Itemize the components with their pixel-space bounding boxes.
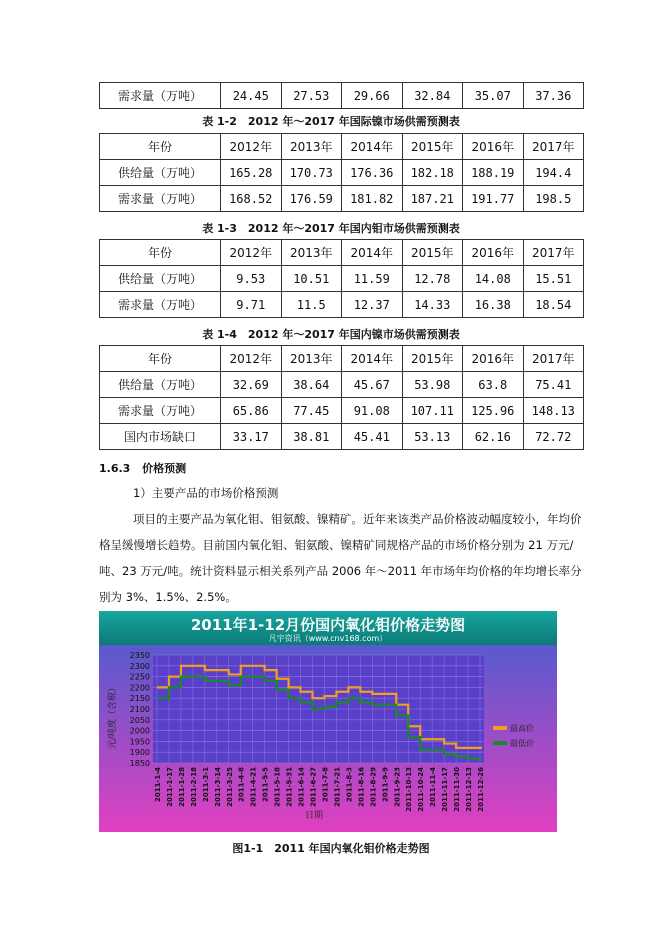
table-row xyxy=(100,240,584,266)
row-label-cell: 供给量（万吨） xyxy=(100,160,221,186)
x-tick-label: 2011-4-8 xyxy=(237,767,246,803)
value-cell: 2012年 xyxy=(221,134,282,160)
x-tick-label: 2011-9-9 xyxy=(381,767,390,803)
table-row xyxy=(100,186,584,212)
x-tick-label: 2011-1-17 xyxy=(165,767,174,807)
table-caption-3: 表 1-3 2012 年～2017 年国内钼市场供需预测表 xyxy=(202,222,460,235)
value-cell: 91.08 xyxy=(342,398,403,424)
table-row xyxy=(100,83,584,109)
value-cell: 32.69 xyxy=(221,372,282,398)
row-label-cell: 需求量（万吨） xyxy=(100,292,221,318)
value-cell: 191.77 xyxy=(463,186,524,212)
value-cell: 14.08 xyxy=(463,266,524,292)
value-cell: 35.07 xyxy=(463,83,524,109)
x-tick-label: 2011-4-21 xyxy=(249,767,258,807)
value-cell: 2014年 xyxy=(342,346,403,372)
section-number: 1.6.3 xyxy=(99,462,131,475)
value-cell: 12.78 xyxy=(402,266,463,292)
chart-title: 2011年1-12月份国内氧化钼价格走势图 xyxy=(190,616,466,634)
table-row xyxy=(100,372,584,398)
row-label-cell: 年份 xyxy=(100,346,221,372)
chart-subtitle: 凡宇资讯（www.cnv168.com） xyxy=(268,634,388,643)
x-tick-label: 2011-7-21 xyxy=(333,767,342,807)
table1-body xyxy=(100,83,584,109)
y-tick-label: 2000 xyxy=(129,726,150,736)
y-tick-label: 1900 xyxy=(129,748,150,758)
value-cell: 165.28 xyxy=(221,160,282,186)
value-cell: 53.98 xyxy=(402,372,463,398)
table2-body xyxy=(100,134,584,212)
value-cell: 62.16 xyxy=(463,424,524,450)
value-cell: 107.11 xyxy=(402,398,463,424)
value-cell: 2015年 xyxy=(402,346,463,372)
x-tick-label: 2011-8-3 xyxy=(345,767,354,803)
x-tick-label: 2011-1-4 xyxy=(154,767,162,803)
x-tick-label: 2011-12-13 xyxy=(465,767,474,812)
table-row xyxy=(100,266,584,292)
table-global-nickel xyxy=(99,133,584,212)
value-cell: 11.59 xyxy=(342,266,403,292)
value-cell: 2012年 xyxy=(221,346,282,372)
x-tick-label: 2011-11-17 xyxy=(441,767,450,812)
table4-body xyxy=(100,346,584,450)
value-cell: 2013年 xyxy=(281,134,342,160)
value-cell: 2014年 xyxy=(342,134,403,160)
table-row xyxy=(100,292,584,318)
legend-label-high: 最高价 xyxy=(510,724,534,733)
value-cell: 16.38 xyxy=(463,292,524,318)
x-tick-label: 2011-11-4 xyxy=(429,767,438,807)
value-cell: 77.45 xyxy=(281,398,342,424)
legend-label-low: 最低价 xyxy=(510,739,534,748)
value-cell: 63.8 xyxy=(463,372,524,398)
y-tick-label: 2150 xyxy=(129,694,150,704)
value-cell: 148.13 xyxy=(523,398,584,424)
value-cell: 14.33 xyxy=(402,292,463,318)
y-tick-label: 2100 xyxy=(129,705,150,714)
x-tick-label: 2011-10-13 xyxy=(405,767,414,812)
row-label-cell: 供给量（万吨） xyxy=(100,372,221,398)
value-cell: 72.72 xyxy=(523,424,584,450)
value-cell: 181.82 xyxy=(342,186,403,212)
table-row xyxy=(100,134,584,160)
value-cell: 2017年 xyxy=(523,240,584,266)
row-label-cell: 供给量（万吨） xyxy=(100,266,221,292)
value-cell: 15.51 xyxy=(523,266,584,292)
row-label-cell: 需求量（万吨） xyxy=(100,186,221,212)
row-label-cell: 需求量（万吨） xyxy=(100,83,221,109)
x-tick-label: 2011-8-29 xyxy=(369,767,378,807)
table-row xyxy=(100,160,584,186)
value-cell: 11.5 xyxy=(281,292,342,318)
row-label-cell: 需求量（万吨） xyxy=(100,398,221,424)
x-tick-label: 2011-3-25 xyxy=(225,767,234,807)
value-cell: 176.59 xyxy=(281,186,342,212)
table-row xyxy=(100,424,584,450)
y-tick-label: 1950 xyxy=(129,737,150,747)
table-global-demand-partial xyxy=(99,82,584,109)
value-cell: 29.66 xyxy=(342,83,403,109)
value-cell: 9.71 xyxy=(221,292,282,318)
x-tick-label: 2011-5-5 xyxy=(261,767,270,803)
x-tick-label: 2011-10-24 xyxy=(417,767,426,812)
value-cell: 75.41 xyxy=(523,372,584,398)
value-cell: 2013年 xyxy=(281,240,342,266)
x-tick-label: 2011-1-28 xyxy=(177,767,186,807)
value-cell: 182.18 xyxy=(402,160,463,186)
x-tick-label: 2011-11-30 xyxy=(453,767,462,812)
value-cell: 38.81 xyxy=(281,424,342,450)
x-tick-label: 2011-8-16 xyxy=(357,767,366,807)
value-cell: 194.4 xyxy=(523,160,584,186)
row-label-cell: 国内市场缺口 xyxy=(100,424,221,450)
y-tick-label: 1850 xyxy=(129,759,150,768)
y-tick-label: 2300 xyxy=(129,661,150,671)
value-cell: 2016年 xyxy=(463,346,524,372)
chart-xlabel: 日期 xyxy=(304,811,324,821)
y-tick-label: 2250 xyxy=(129,672,150,682)
value-cell: 176.36 xyxy=(342,160,403,186)
legend-swatch-high xyxy=(493,726,507,730)
y-tick-label: 2200 xyxy=(129,683,150,693)
value-cell: 2012年 xyxy=(221,240,282,266)
row-label-cell: 年份 xyxy=(100,134,221,160)
x-tick-label: 2011-7-8 xyxy=(321,767,330,803)
value-cell: 2016年 xyxy=(463,240,524,266)
chart-ylabel: 元/吨度（含税） xyxy=(108,682,118,750)
value-cell: 65.86 xyxy=(221,398,282,424)
value-cell: 187.21 xyxy=(402,186,463,212)
table-domestic-nickel xyxy=(99,345,584,450)
row-label-cell: 年份 xyxy=(100,240,221,266)
value-cell: 45.67 xyxy=(342,372,403,398)
x-tick-label: 2011-12-26 xyxy=(477,767,485,812)
table3-body xyxy=(100,240,584,318)
value-cell: 168.52 xyxy=(221,186,282,212)
value-cell: 188.19 xyxy=(463,160,524,186)
value-cell: 10.51 xyxy=(281,266,342,292)
x-tick-label: 2011-6-14 xyxy=(297,767,306,807)
value-cell: 125.96 xyxy=(463,398,524,424)
value-cell: 2016年 xyxy=(463,134,524,160)
section-subtitle: 1）主要产品的市场价格预测 xyxy=(133,486,279,500)
value-cell: 12.37 xyxy=(342,292,403,318)
value-cell: 2017年 xyxy=(523,134,584,160)
price-trend-chart xyxy=(99,611,557,832)
figure-caption: 图1-1 2011 年国内氧化钼价格走势图 xyxy=(232,842,430,855)
table-caption-2: 表 1-2 2012 年～2017 年国际镍市场供需预测表 xyxy=(202,115,460,128)
value-cell: 53.13 xyxy=(402,424,463,450)
value-cell: 2013年 xyxy=(281,346,342,372)
value-cell: 2017年 xyxy=(523,346,584,372)
section-paragraph: 项目的主要产品为氧化钼、钼氨酸、镍精矿。近年来该类产品价格波动幅度较小，年均价格呈缓慢增长趋势。目前国内氧化钼、钼氨酸、镍精矿同规格产品的市场价格分别为 21 万元/吨、23 万元/吨。统计资料显示相关系列产品 2006 年～2011 年市场年均价格的年均增长率分别为 3%、1.5%、2.5%。 xyxy=(99,512,582,604)
value-cell: 2015年 xyxy=(402,134,463,160)
x-tick-label: 2011-6-27 xyxy=(309,767,318,807)
legend-swatch-low xyxy=(493,741,507,745)
value-cell: 198.5 xyxy=(523,186,584,212)
y-tick-label: 2350 xyxy=(129,651,150,660)
value-cell: 45.41 xyxy=(342,424,403,450)
y-tick-label: 2050 xyxy=(129,715,150,725)
value-cell: 2015年 xyxy=(402,240,463,266)
section-title: 价格预测 xyxy=(142,462,187,475)
x-tick-label: 2011-5-18 xyxy=(273,767,282,807)
value-cell: 9.53 xyxy=(221,266,282,292)
x-tick-label: 2011-5-31 xyxy=(285,767,294,807)
value-cell: 32.84 xyxy=(402,83,463,109)
table-row xyxy=(100,398,584,424)
value-cell: 38.64 xyxy=(281,372,342,398)
x-tick-label: 2011-9-23 xyxy=(393,767,402,807)
chart-svg xyxy=(99,611,557,832)
value-cell: 24.45 xyxy=(221,83,282,109)
value-cell: 18.54 xyxy=(523,292,584,318)
x-tick-label: 2011-3-14 xyxy=(213,767,222,807)
table-row xyxy=(100,346,584,372)
table-caption-4: 表 1-4 2012 年～2017 年国内镍市场供需预测表 xyxy=(202,328,460,341)
value-cell: 170.73 xyxy=(281,160,342,186)
value-cell: 37.36 xyxy=(523,83,584,109)
value-cell: 2014年 xyxy=(342,240,403,266)
section-heading xyxy=(99,460,186,476)
value-cell: 33.17 xyxy=(221,424,282,450)
x-tick-label: 2011-3-1 xyxy=(201,767,210,803)
value-cell: 27.53 xyxy=(281,83,342,109)
x-tick-label: 2011-2-18 xyxy=(189,767,198,807)
table-domestic-molybdenum xyxy=(99,239,584,318)
